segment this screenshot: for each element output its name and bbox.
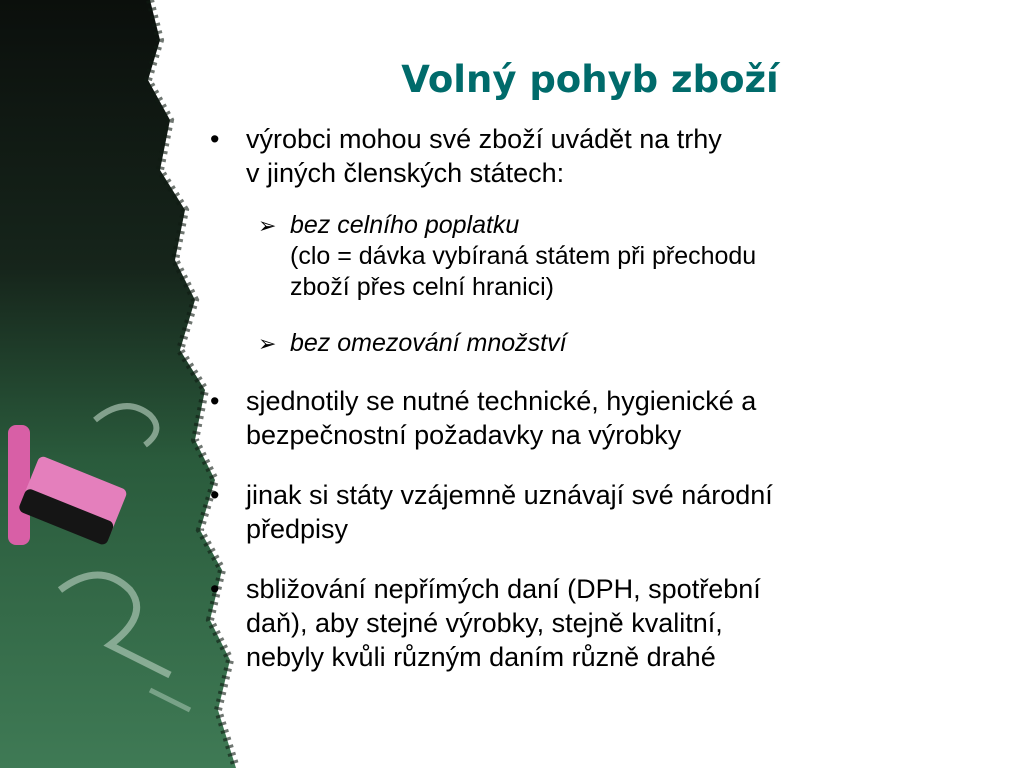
bullet-text: sjednotily se nutné technické, hygienické a bezpečnostní požadavky na výrobky <box>246 386 757 450</box>
bullet-text: výrobci mohou své zboží uvádět na trhy v jiných členských státech: <box>246 124 722 188</box>
sub-bullet-text: bez celního poplatku (clo = dávka vybíraná státem při přechodu zboží přes celní hranici) <box>290 211 757 301</box>
bullet-icon: • <box>210 480 220 510</box>
arrow-bullet-icon: ➢ <box>258 213 277 238</box>
bullet-text: jinak si státy vzájemně uznávají své národní předpisy <box>246 480 773 544</box>
bullet-icon: • <box>210 124 220 154</box>
bullet-icon: • <box>210 386 220 416</box>
slide-title: Volný pohyb zboží <box>401 58 779 101</box>
sub-bullet-text: bez omezování množství <box>290 329 567 357</box>
bullet-icon: • <box>210 574 220 604</box>
bullet-text: sbližování nepřímých daní (DPH, spotřební daň), aby stejné výrobky, stejně kvalitní, nebyly kvůli různým daním různě drahé <box>246 574 761 672</box>
arrow-bullet-icon: ➢ <box>258 331 277 356</box>
